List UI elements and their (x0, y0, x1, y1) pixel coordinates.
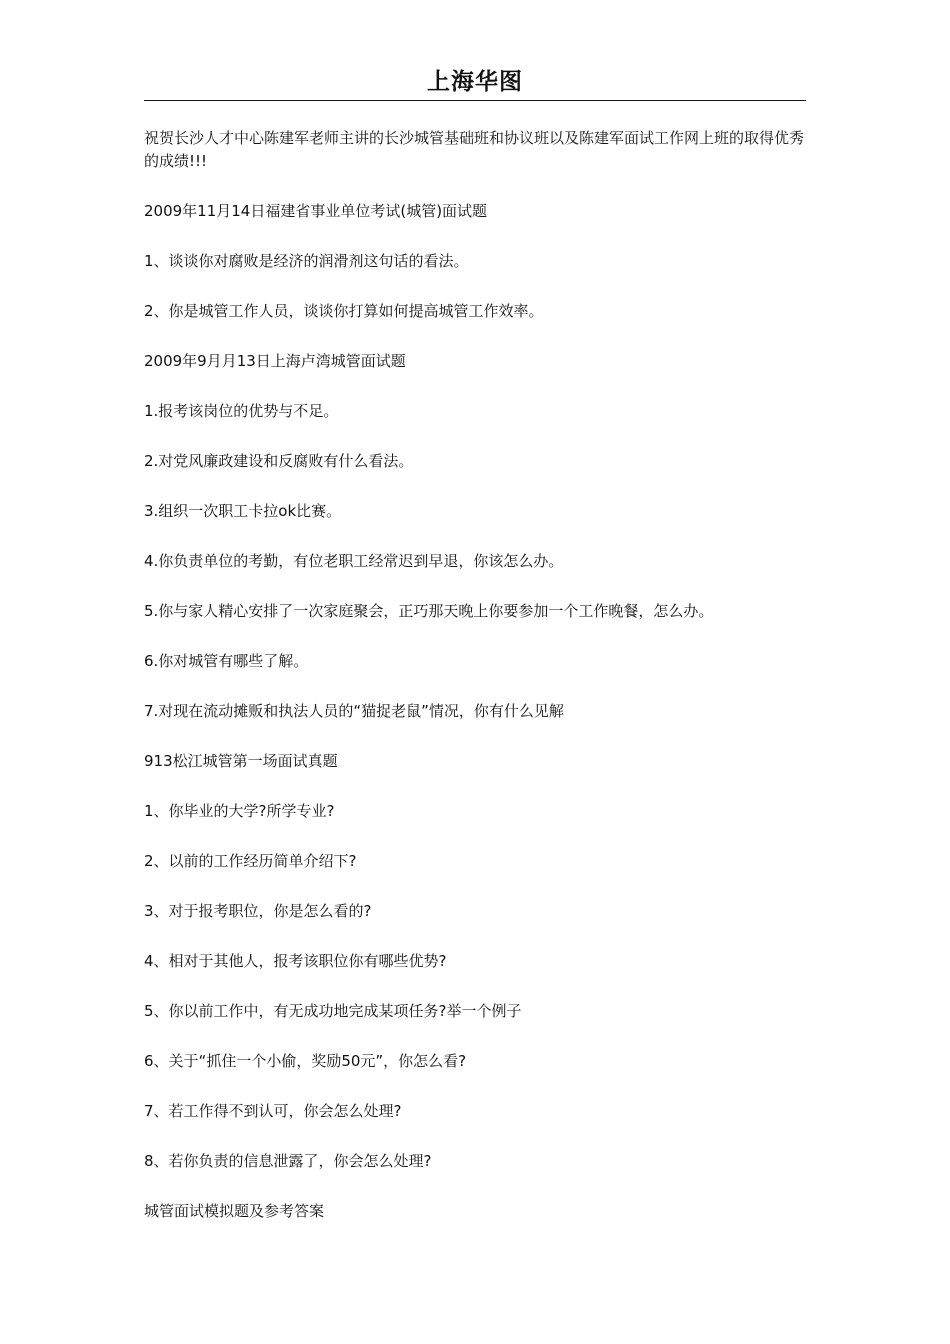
section-heading-fujian: 2009年11月14日福建省事业单位考试(城管)面试题 (144, 202, 488, 220)
section-heading-songjiang: 913松江城管第一场面试真题 (144, 752, 338, 770)
question-item: 4、相对于其他人，报考该职位你有哪些优势? (144, 952, 447, 970)
page-header (144, 66, 806, 101)
question-item: 2、你是城管工作人员，谈谈你打算如何提高城管工作效率。 (144, 302, 544, 320)
document-body (144, 127, 806, 1250)
header-title: 上海华图 (427, 69, 523, 95)
question-item: 8、若你负责的信息泄露了，你会怎么处理? (144, 1152, 432, 1170)
question-item: 7.对现在流动摊贩和执法人员的“猫捉老鼠”情况，你有什么见解 (144, 702, 564, 720)
question-item: 7、若工作得不到认可，你会怎么处理? (144, 1102, 402, 1120)
question-item: 1、谈谈你对腐败是经济的润滑剂这句话的看法。 (144, 252, 469, 270)
question-item: 2.对党风廉政建设和反腐败有什么看法。 (144, 452, 414, 470)
question-item: 1、你毕业的大学?所学专业? (144, 802, 335, 820)
question-item: 6.你对城管有哪些了解。 (144, 652, 309, 670)
question-item: 3.组织一次职工卡拉ok比赛。 (144, 502, 342, 520)
question-item: 1.报考该岗位的优势与不足。 (144, 402, 339, 420)
section-heading-luwan: 2009年9月月13日上海卢湾城管面试题 (144, 352, 406, 370)
question-item: 5、你以前工作中，有无成功地完成某项任务?举一个例子 (144, 1002, 522, 1020)
question-item: 5.你与家人精心安排了一次家庭聚会，正巧那天晚上你要参加一个工作晚餐，怎么办。 (144, 602, 714, 620)
question-item: 3、对于报考职位，你是怎么看的? (144, 902, 372, 920)
section-heading-mock: 城管面试模拟题及参考答案 (144, 1202, 325, 1220)
question-item: 6、关于“抓住一个小偷，奖励50元”，你怎么看? (144, 1052, 467, 1070)
question-item: 2、以前的工作经历简单介绍下? (144, 852, 357, 870)
question-item: 4.你负责单位的考勤，有位老职工经常迟到早退，你该怎么办。 (144, 552, 564, 570)
intro-paragraph: 祝贺长沙人才中心陈建军老师主讲的长沙城管基础班和协议班以及陈建军面试工作网上班的取得优秀的成绩!!! (144, 129, 805, 170)
